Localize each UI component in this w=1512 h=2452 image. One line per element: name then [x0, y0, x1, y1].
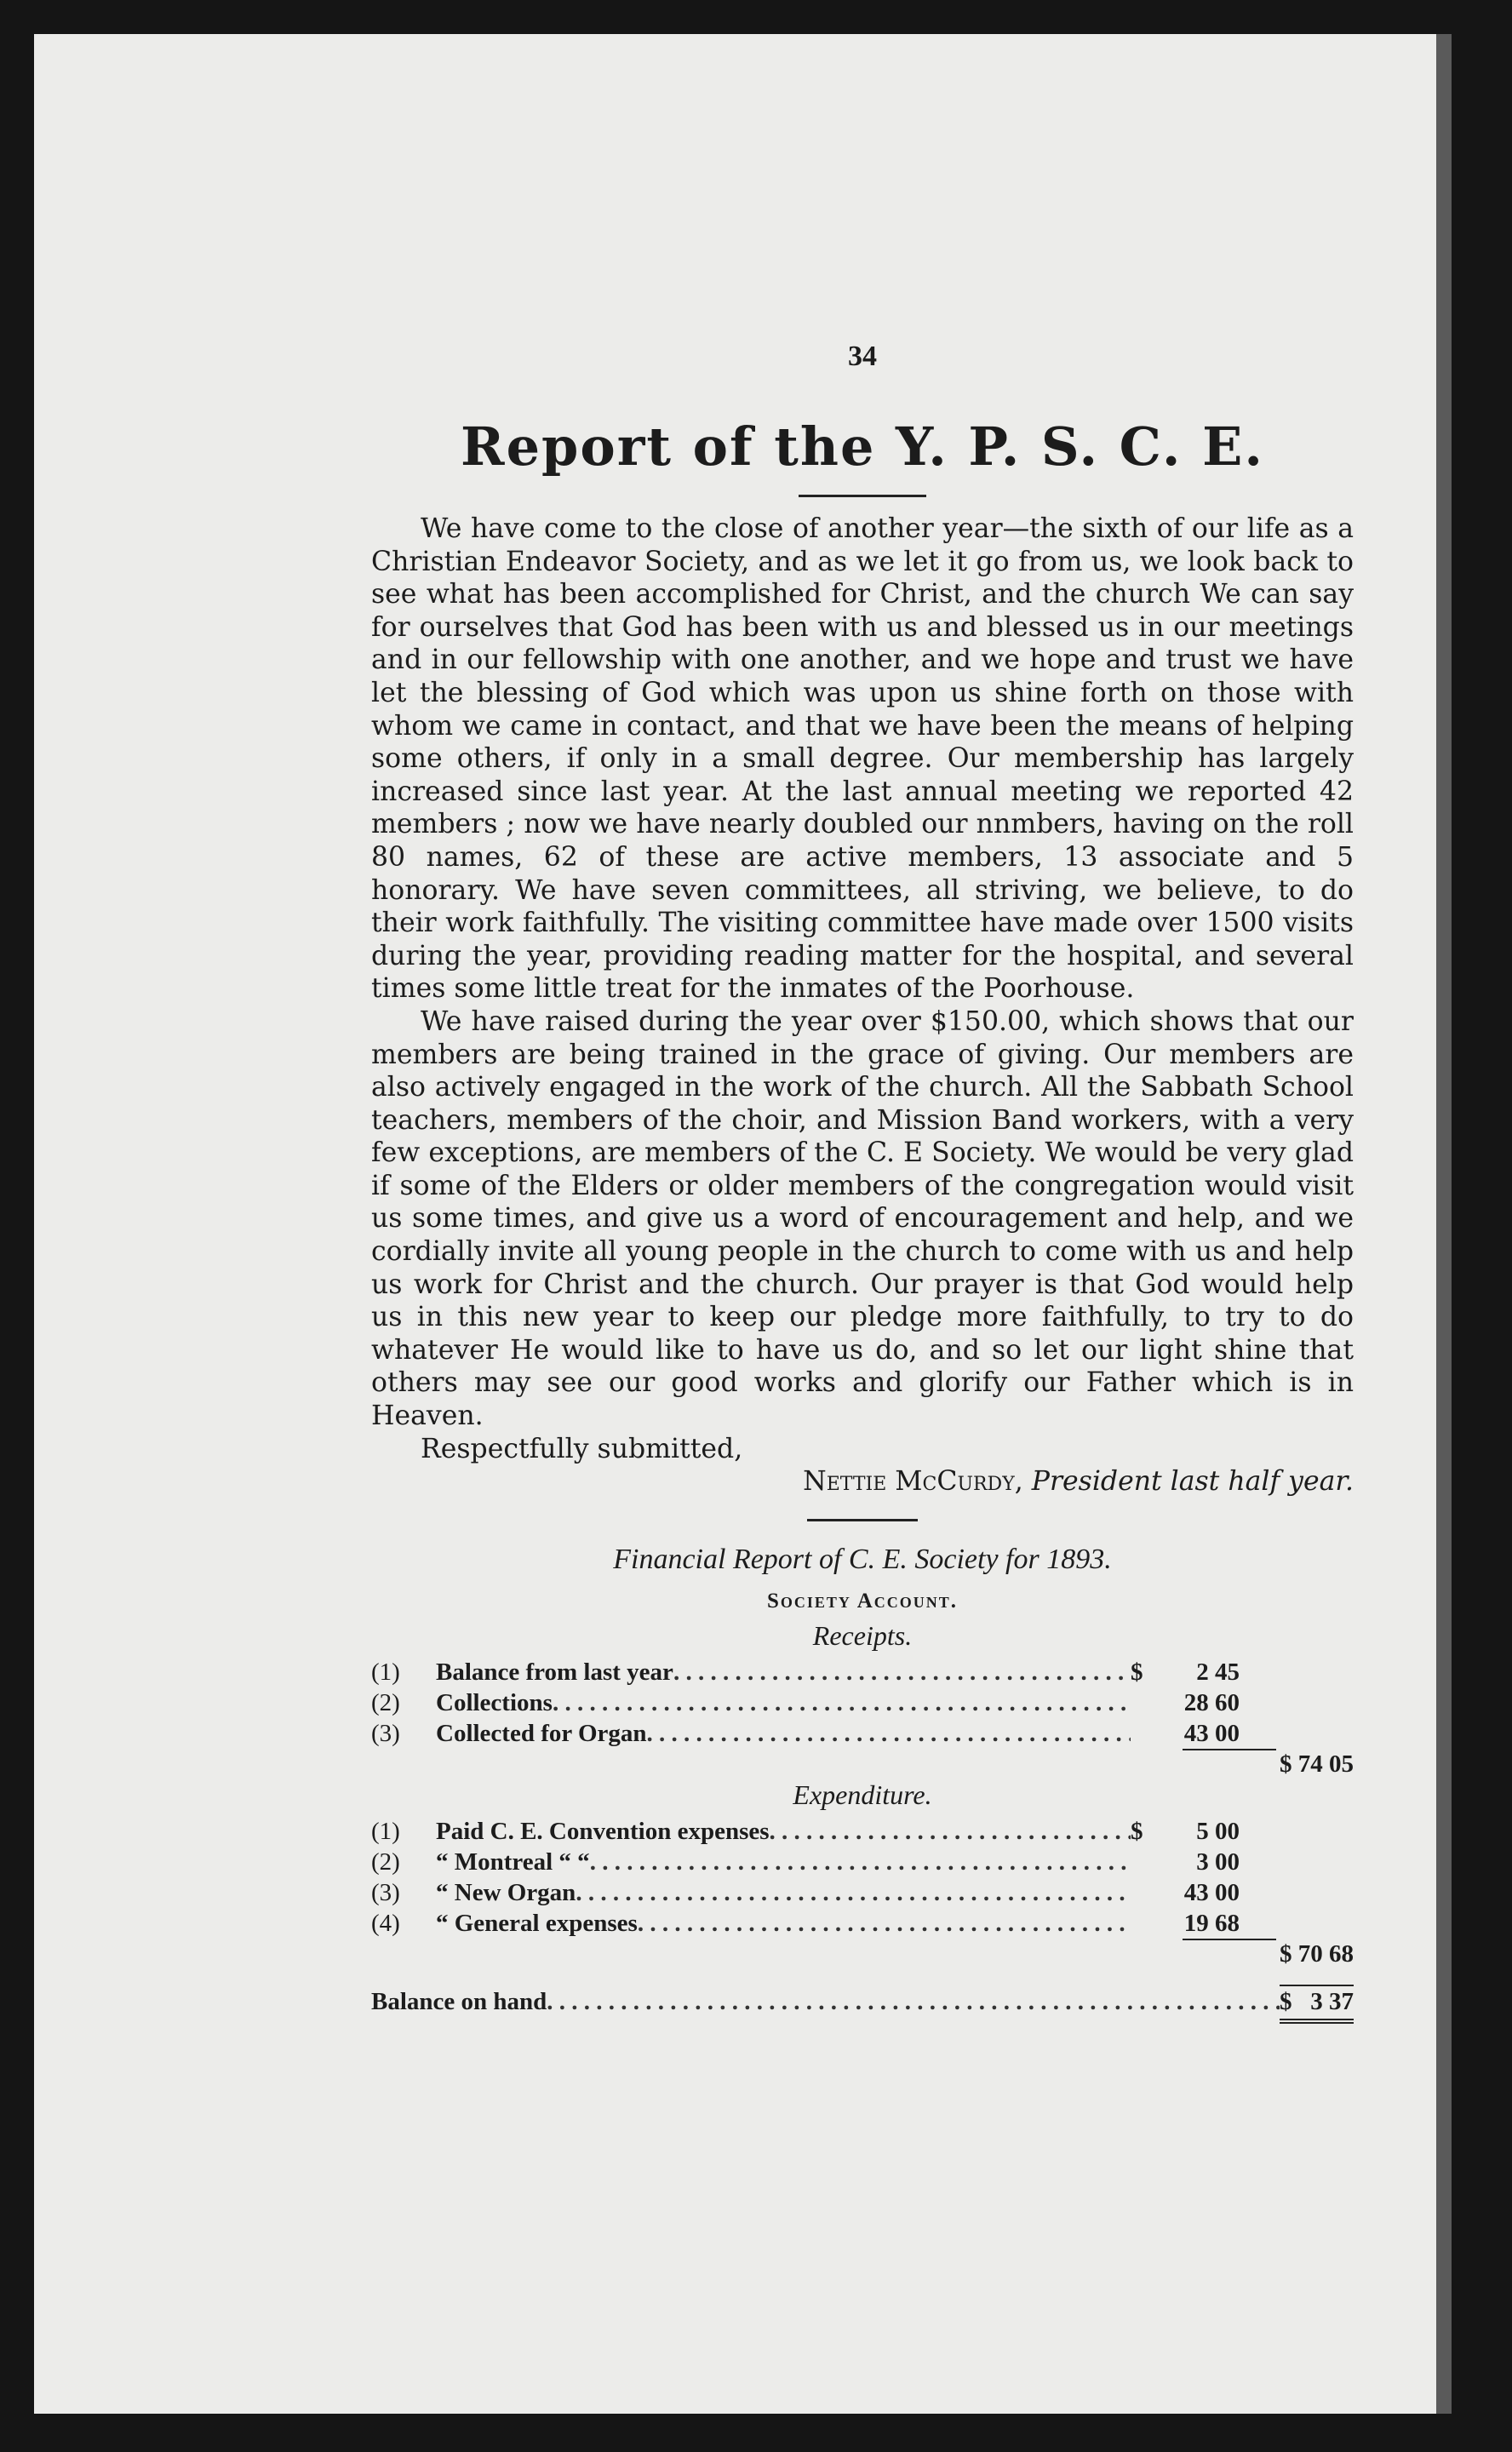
leader-dots [576, 1877, 1131, 1908]
scanned-page [34, 34, 1452, 2414]
ledger-item-label: Collected for Organ [436, 1719, 647, 1747]
ledger-row [371, 1847, 1354, 1877]
signature-line [371, 1465, 1354, 1498]
ledger-amount: 19 68 [1183, 1909, 1240, 1937]
closing-line: Respectfully submitted, [421, 1433, 743, 1464]
receipts-list [371, 1657, 1354, 1749]
ledger-item-number: (2) [371, 1848, 400, 1876]
page-number: 34 [848, 341, 877, 372]
ledger-amount: 43 00 [1183, 1878, 1240, 1906]
signature-title: President last half year. [1031, 1466, 1354, 1498]
signoff [371, 1433, 1354, 1498]
ledger-row [371, 1816, 1354, 1847]
report-body [371, 513, 1354, 1433]
title-rule [799, 495, 926, 497]
ledger-row [371, 1877, 1354, 1908]
leader-dots [770, 1816, 1131, 1847]
ledger-item-number: (1) [371, 1817, 400, 1845]
total-dash [1183, 1939, 1276, 1969]
ledger-dollar-sign: $ [1131, 1658, 1143, 1686]
ledger-row [371, 1908, 1354, 1939]
ledger-item-label: “ Montreal “ “ [436, 1848, 590, 1876]
expenditure-total-row [371, 1939, 1354, 1969]
page-edge-shadow [1436, 34, 1452, 2414]
balance-label: Balance on hand [371, 1987, 547, 2015]
leader-dots [673, 1657, 1131, 1687]
ledger-row [371, 1657, 1354, 1687]
paragraph-2: We have raised during the year over $150.00, which shows that our members are being trained in the grace of giving. Our members are also actively engaged in the work of the church. All the Sabbath School teachers, members of the choir, and Mission Band workers, with a very few exceptions, are members of the C. E Society. We would be very glad if some of the Elders or older members of the congregation would visit us some times, and give us a word of encouragement and help, and we cordially invite all young people in the church to come with us and help us work for Christ and the church. Our prayer is that God would help us in this new year to keep our pledge more faithfully, to try to do whatever He would like to have us do, and so let our light shine that others may see our good works and glorify our Father which is in Heaven. [371, 1005, 1354, 1432]
ledger-amount: 3 00 [1196, 1848, 1240, 1876]
report-title: Report of the Y. P. S. C. E. [461, 415, 1264, 478]
receipts-total-row [371, 1749, 1354, 1779]
balance-dollar: $ [1280, 1987, 1292, 2015]
receipts-heading: Receipts. [812, 1619, 913, 1651]
leader-dots [590, 1847, 1131, 1877]
ledger-item-number: (2) [371, 1688, 400, 1716]
ledger-row [371, 1718, 1354, 1749]
account-heading: Society Account. [766, 1589, 959, 1613]
balance-amount: 3 37 [1310, 1987, 1354, 2015]
ledger-item-number: (4) [371, 1909, 400, 1937]
receipts-total: $ 74 05 [1280, 1750, 1354, 1778]
ledger-item-number: (1) [371, 1658, 400, 1686]
ledger-dollar-sign: $ [1131, 1817, 1143, 1845]
ledger-amount: 5 00 [1196, 1817, 1240, 1845]
total-dash [1183, 1749, 1276, 1779]
expenditure-total: $ 70 68 [1280, 1939, 1354, 1968]
signature-name: Nettie McCurdy, [803, 1466, 1023, 1498]
ledger-item-label: Collections [436, 1688, 553, 1716]
section-rule [807, 1519, 918, 1521]
ledger-item-number: (3) [371, 1719, 400, 1747]
ledger-row [371, 1687, 1354, 1718]
leader-dots [638, 1908, 1131, 1939]
ledger-item-number: (3) [371, 1878, 400, 1906]
expenditure-heading: Expenditure. [793, 1779, 932, 1810]
ledger-item-label: “ New Organ [436, 1878, 576, 1906]
ledger-item-label: “ General expenses [436, 1909, 638, 1937]
ledger-amount: 28 60 [1183, 1688, 1240, 1716]
leader-dots [647, 1718, 1131, 1749]
leader-dots [553, 1687, 1131, 1718]
paragraph-1: We have come to the close of another year—the sixth of our life as a Christian Endeavor Society, and as we let it go from us, we look back to see what has been accomplished for Christ, and the church We can say for ourselves that God has been with us and blessed us in our meetings and in our fellowship with one another, and we hope and trust we have let the blessing of God which was upon us shine forth on those with whom we came in contact, and that we have been the means of helping some others, if only in a small degree. Our membership has largely increased since last year. At the last annual meeting we reported 42 members ; now we have nearly doubled our nnmbers, having on the roll 80 names, 62 of these are active members, 13 associate and 5 honorary. We have seven committees, all striving, we believe, to do their work faithfully. The visiting committee have made over 1500 visits during the year, providing reading matter for the hospital, and several times some little treat for the inmates of the Poorhouse. [371, 513, 1354, 1005]
balance-amount-box [1280, 1985, 1354, 2024]
ledger-item-label: Paid C. E. Convention expenses [436, 1817, 770, 1845]
balance-row [371, 1985, 1354, 2024]
financial-title: Financial Report of C. E. Society for 1893. [613, 1543, 1112, 1575]
ledger-amount: 2 45 [1196, 1658, 1240, 1686]
page-content [371, 341, 1354, 2024]
financial-report [371, 1544, 1354, 2024]
expenditure-list [371, 1816, 1354, 1939]
leader-dots [547, 1986, 1280, 2017]
ledger-item-label: Balance from last year [436, 1658, 673, 1686]
ledger-amount: 43 00 [1183, 1719, 1240, 1747]
